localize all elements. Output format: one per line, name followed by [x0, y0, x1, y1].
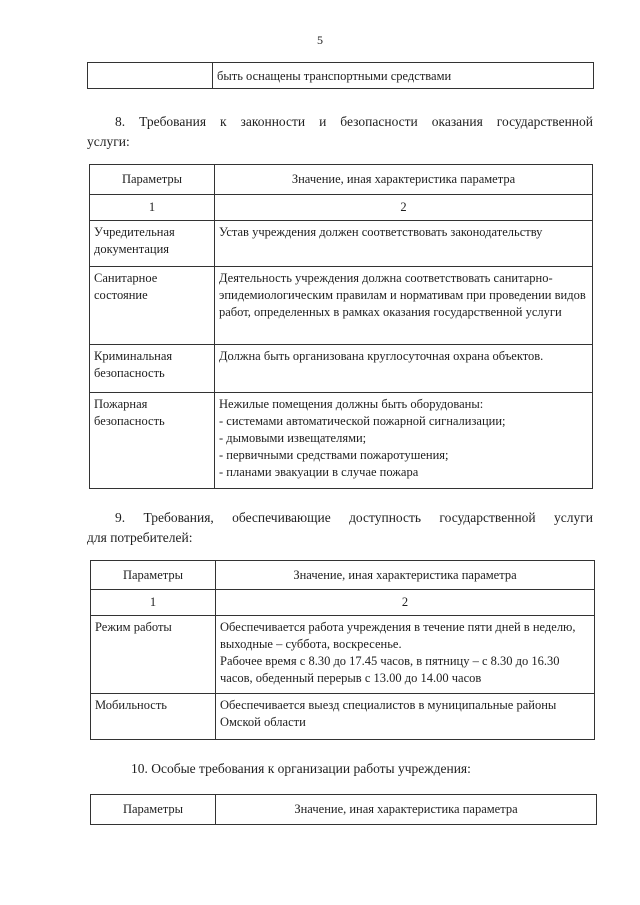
param-cell: Учредительная документация	[90, 221, 215, 267]
column-header-params: Параметры	[91, 795, 216, 825]
top-continuation-table	[87, 62, 594, 89]
table-row	[90, 267, 593, 345]
column-header-value: Значение, иная характеристика параметра	[216, 795, 597, 825]
table-header-row	[90, 165, 593, 195]
table-row	[90, 345, 593, 393]
column-number-2: 2	[216, 590, 595, 616]
table-header-row	[91, 795, 597, 825]
param-cell: Режим работы	[91, 616, 216, 694]
section-8-heading-line-1: 8. Требования к законности и безопасности оказания государственной	[115, 114, 593, 129]
section-8-table	[89, 164, 593, 489]
section-10-heading-text: 10. Особые требования к организации работы учреждения:	[131, 761, 471, 776]
table-number-row	[90, 195, 593, 221]
column-number-2: 2	[215, 195, 593, 221]
section-10-heading	[87, 759, 593, 779]
table-number-row	[91, 590, 595, 616]
table-row	[90, 393, 593, 489]
section-9-heading	[87, 508, 593, 548]
value-cell: Деятельность учреждения должна соответствовать санитарно-эпидемиологическим правилам и нормативам при проведении видов работ, определенных в рамках оказания государственной услуги	[215, 267, 593, 345]
param-cell: Пожарная безопасность	[90, 393, 215, 489]
table-row	[88, 63, 594, 89]
value-cell: Обеспечивается выезд специалистов в муниципальные районы Омской области	[216, 694, 595, 740]
table-row	[90, 221, 593, 267]
page-number: 5	[317, 33, 323, 47]
column-header-params: Параметры	[90, 165, 215, 195]
column-header-params: Параметры	[91, 561, 216, 590]
column-number-1: 1	[90, 195, 215, 221]
section-9-heading-line-2: для потребителей:	[87, 530, 193, 545]
section-9-table	[90, 560, 595, 740]
column-number-1: 1	[91, 590, 216, 616]
param-cell: Криминальная безопасность	[90, 345, 215, 393]
column-header-value: Значение, иная характеристика параметра	[216, 561, 595, 590]
value-cell: Должна быть организована круглосуточная охрана объектов.	[215, 345, 593, 393]
transport-requirement-cell: быть оснащены транспортными средствами	[213, 63, 594, 89]
value-cell: Обеспечивается работа учреждения в течение пяти дней в неделю, выходные – суббота, воскресенье. Рабочее время с 8.30 до 17.45 часов, в пятницу – с 8.30 до 16.30 часов, обеденный перерыв с 13.00 до 14.00 часов	[216, 616, 595, 694]
table-row	[91, 694, 595, 740]
section-9-heading-line-1: 9. Требования, обеспечивающие доступность государственной услуги	[115, 510, 593, 525]
table-header-row	[91, 561, 595, 590]
table-row	[91, 616, 595, 694]
empty-cell	[88, 63, 213, 89]
section-8-heading	[87, 112, 593, 152]
param-cell: Санитарное состояние	[90, 267, 215, 345]
section-8-heading-line-2: услуги:	[87, 134, 130, 149]
section-10-table	[90, 794, 597, 825]
value-cell: Нежилые помещения должны быть оборудованы: - системами автоматической пожарной сигнализации; - дымовыми извещателями; - первичными средствами пожаротушения; - планами эвакуации в случае пожара	[215, 393, 593, 489]
column-header-value: Значение, иная характеристика параметра	[215, 165, 593, 195]
param-cell: Мобильность	[91, 694, 216, 740]
value-cell: Устав учреждения должен соответствовать законодательству	[215, 221, 593, 267]
